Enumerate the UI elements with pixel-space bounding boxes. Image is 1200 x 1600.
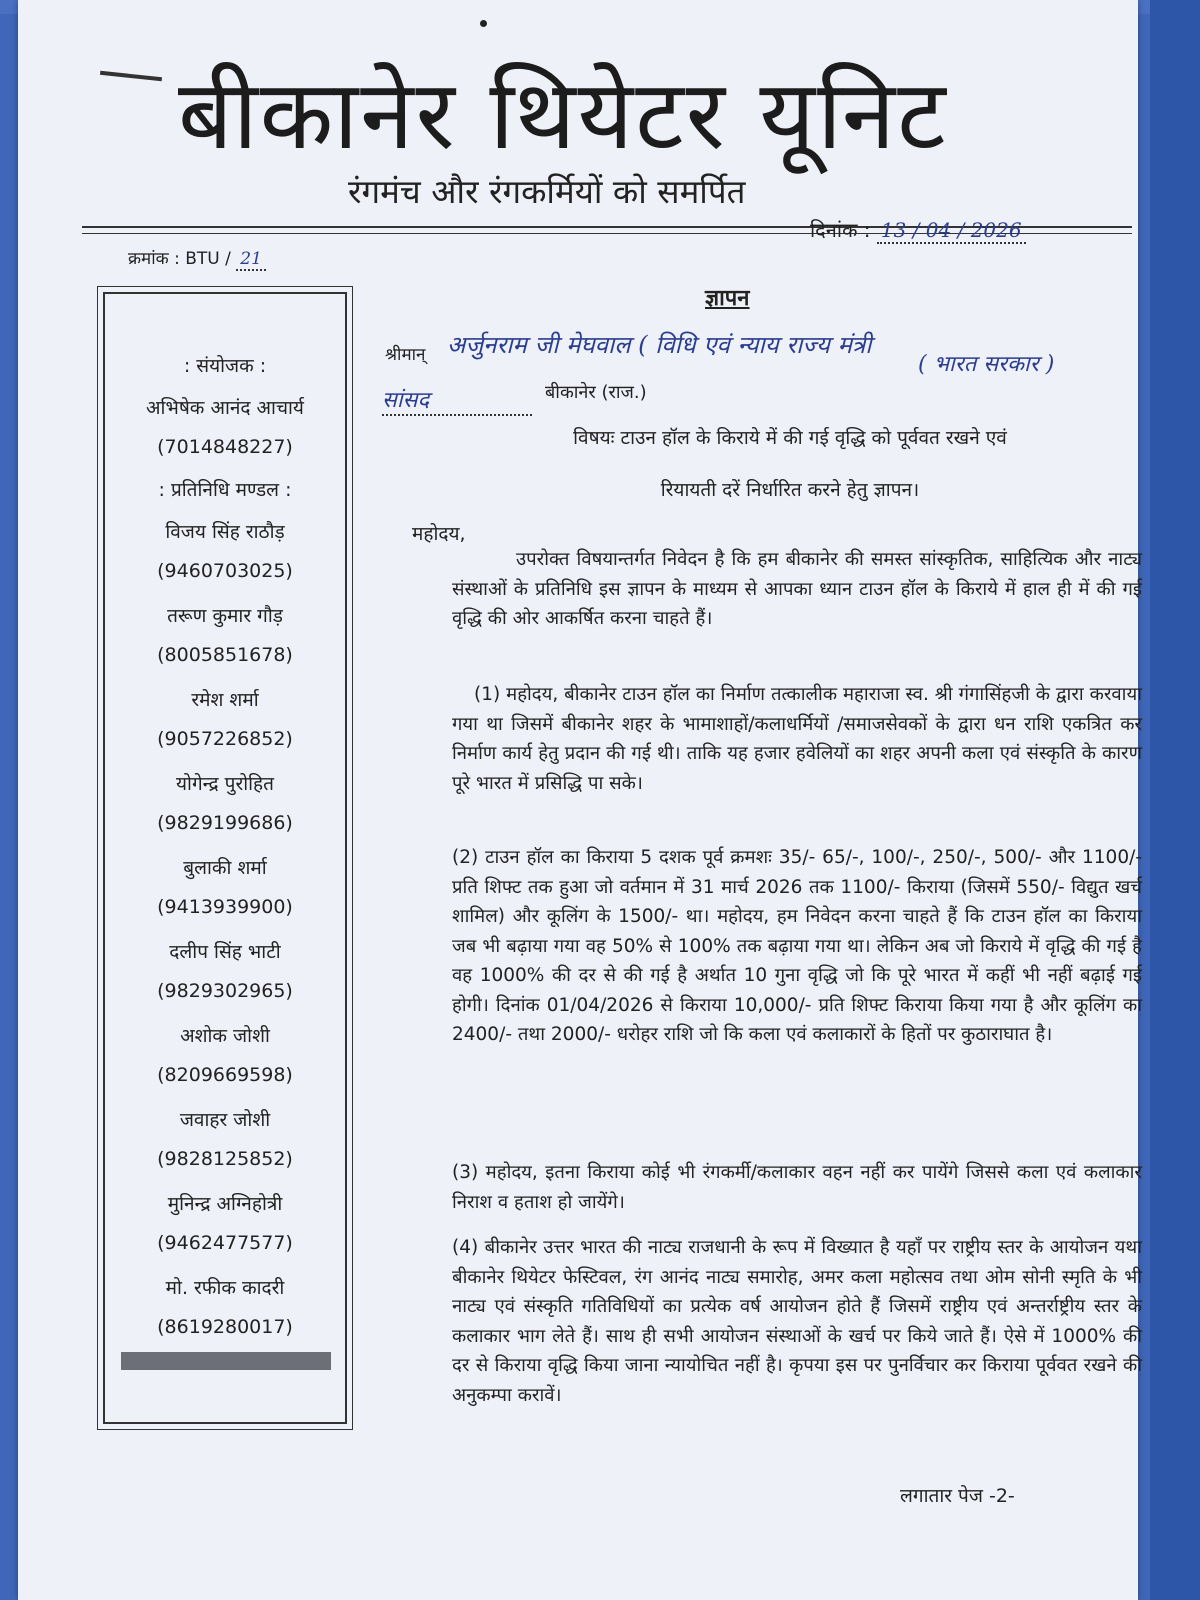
member-phone: (9413939900): [157, 896, 293, 918]
member-phone: (9829302965): [157, 980, 293, 1002]
member-name: विजय सिंह राठौड़: [165, 521, 285, 543]
member-name: जवाहर जोशी: [179, 1109, 271, 1131]
member-name: मुनिन्द्र अग्निहोत्री: [167, 1193, 283, 1215]
addressee-handwritten-2: ( भारत सरकार ): [918, 352, 1055, 377]
member-name: मो. रफीक कादरी: [165, 1277, 285, 1299]
members-sidebar: [103, 292, 347, 1424]
organization-tagline: रंगमंच और रंगकर्मियों को समर्पित: [348, 172, 746, 211]
member-phone: (8209669598): [157, 1064, 293, 1086]
member-phone: (9829199686): [157, 812, 293, 834]
intro-paragraph: उपरोक्त विषयान्तर्गत निवेदन है कि हम बीकानेर की समस्त सांस्कृतिक, साहित्यिक और नाट्य संस्थाओं के प्रतिनिधि इस ज्ञापन के माध्यम से आपका ध्यान टाउन हॉल के किराये में हाल ही में की गई वृद्धि की ओर आकर्षित करना चाहते हैं।: [452, 549, 1143, 629]
member-phone: (8005851678): [157, 644, 293, 666]
convener-heading: : संयोजक :: [183, 355, 267, 377]
subject-line-1: विषयः टाउन हॉल के किराये में की गई वृद्धि को पूर्ववत रखने एवं: [573, 427, 1007, 449]
subject-line-2: रियायती दरें निर्धारित करने हेतु ज्ञापन।: [660, 479, 920, 501]
salutation-prefix: श्रीमान्: [385, 345, 426, 365]
convener-phone: (7014848227): [157, 436, 293, 458]
member-phone: (9462477577): [157, 1232, 293, 1254]
point-3-paragraph: (3) महोदय, इतना किराया कोई भी रंगकर्मी/कलाकार वहन नहीं कर पायेंगे जिससे कला एवं कलाकार निराश व हताश हो जायेंगे।: [452, 1162, 1142, 1213]
organization-title: बीकानेर थियेटर यूनिट: [178, 59, 948, 171]
member-name: योगेन्द्र पुरोहित: [176, 773, 274, 795]
member-name: दलीप सिंह भाटी: [169, 941, 281, 963]
folder-edge: [1150, 0, 1200, 1600]
point-1-paragraph: (1) महोदय, बीकानेर टाउन हॉल का निर्माण तत्कालीक महाराजा स्व. श्री गंगासिंहजी के द्वारा करवाया गया था जिसमें बीकानेर शहर के भामाशाहों/कलाधर्मियों /समाजसेवकों के द्वारा धन राशि एकत्रित कर निर्माण कार्य हेतु प्रदान की गई थी। ताकि यह हजार हवेलियों का शहर अपनी कला एवं संस्कृति के कारण पूरे भारत में प्रसिद्धि पा सके।: [452, 684, 1142, 794]
continued-page-note: लगातार पेज -2-: [900, 1485, 1015, 1507]
member-name: अशोक जोशी: [180, 1025, 270, 1047]
member-name: बुलाकी शर्मा: [183, 857, 267, 879]
designation-handwritten: सांसद: [382, 384, 532, 416]
addressee-place: बीकानेर (राज.): [545, 382, 647, 403]
member-phone: (9057226852): [157, 728, 293, 750]
member-name: रमेश शर्मा: [191, 689, 259, 711]
member-phone: (9828125852): [157, 1148, 293, 1170]
member-name: तरूण कुमार गौड़: [167, 605, 283, 627]
subject: [510, 412, 1070, 516]
delegation-heading: : प्रतिनिधि मण्डल :: [158, 479, 292, 501]
point-2-paragraph: (2) टाउन हॉल का किराया 5 दशक पूर्व क्रमशः 35/- 65/-, 100/-, 250/-, 500/- और 1100/- प्रति शिफ्ट तक हुआ जो वर्तमान में 31 मार्च 2026 तक 1100/- किराया (जिसमें 550/- विद्युत खर्च शामिल) और कूलिंग के 1500/- था। महोदय, हम निवेदन करना चाहते हैं कि टाउन हॉल का किराया जब भी बढ़ाया गया वह 50% से 100% तक बढ़ाया गया था। लेकिन अब जो किराये में वृद्धि की गई है वह 1000% की दर से की गई है अर्थात 10 गुना वृद्धि जो कि पूरे भारत में कहीं भी नहीं बढ़ाई गई होगी। दिनांक 01/04/2026 से किराया 10,000/- प्रति शिफ्ट किराया किया गया है और कूलिंग का 2400/- तथा 2000/- धरोहर राशि जो कि कला एवं कलाकारों के हितों पर कुठाराघात है।: [452, 847, 1142, 1045]
date-label: दिनांक :: [810, 218, 871, 242]
reference-value: 21: [236, 249, 266, 271]
sidebar-footer-bar: [121, 1352, 331, 1370]
point-4-paragraph: (4) बीकानेर उत्तर भारत की नाट्य राजधानी के रूप में विख्यात है यहाँ पर राष्ट्रीय स्तर के आयोजन यथा बीकानेर थियेटर फेस्टिवल, रंग आनंद नाट्य समारोह, अमर कला महोत्सव तथा ओम सोनी स्मृति के भी नाट्य एवं संस्कृति गतिविधियों का प्रत्येक वर्ष आयोजन होते हैं जिसमें राष्ट्रीय एवं अन्तर्राष्ट्रीय स्तर के कलाकार भाग लेते हैं। साथ ही सभी आयोजन संस्थाओं के खर्च पर किये जाते हैं। ऐसे में 1000% की दर से किराया वृद्धि किया जाना न्यायोचित नहीं है। कृपया इस पर पुनर्विचार कर किराया पूर्ववत रखने की अनुकम्पा करावें।: [452, 1237, 1142, 1406]
reference-number: [128, 246, 266, 269]
greeting: महोदय,: [412, 523, 466, 545]
member-phone: (9460703025): [157, 560, 293, 582]
addressee-handwritten: अर्जुनराम जी मेघवाल ( विधि एवं न्याय राज्य मंत्री: [447, 331, 872, 359]
punch-hole: [480, 20, 487, 27]
member-phone: (8619280017): [157, 1316, 293, 1338]
memo-heading: ज्ञापन: [705, 286, 750, 311]
reference-label: क्रमांक : BTU /: [128, 249, 231, 269]
convener-name: अभिषेक आनंद आचार्य: [146, 397, 304, 419]
date-value: 13 / 04 / 2026: [877, 218, 1026, 244]
date: [810, 216, 1026, 243]
